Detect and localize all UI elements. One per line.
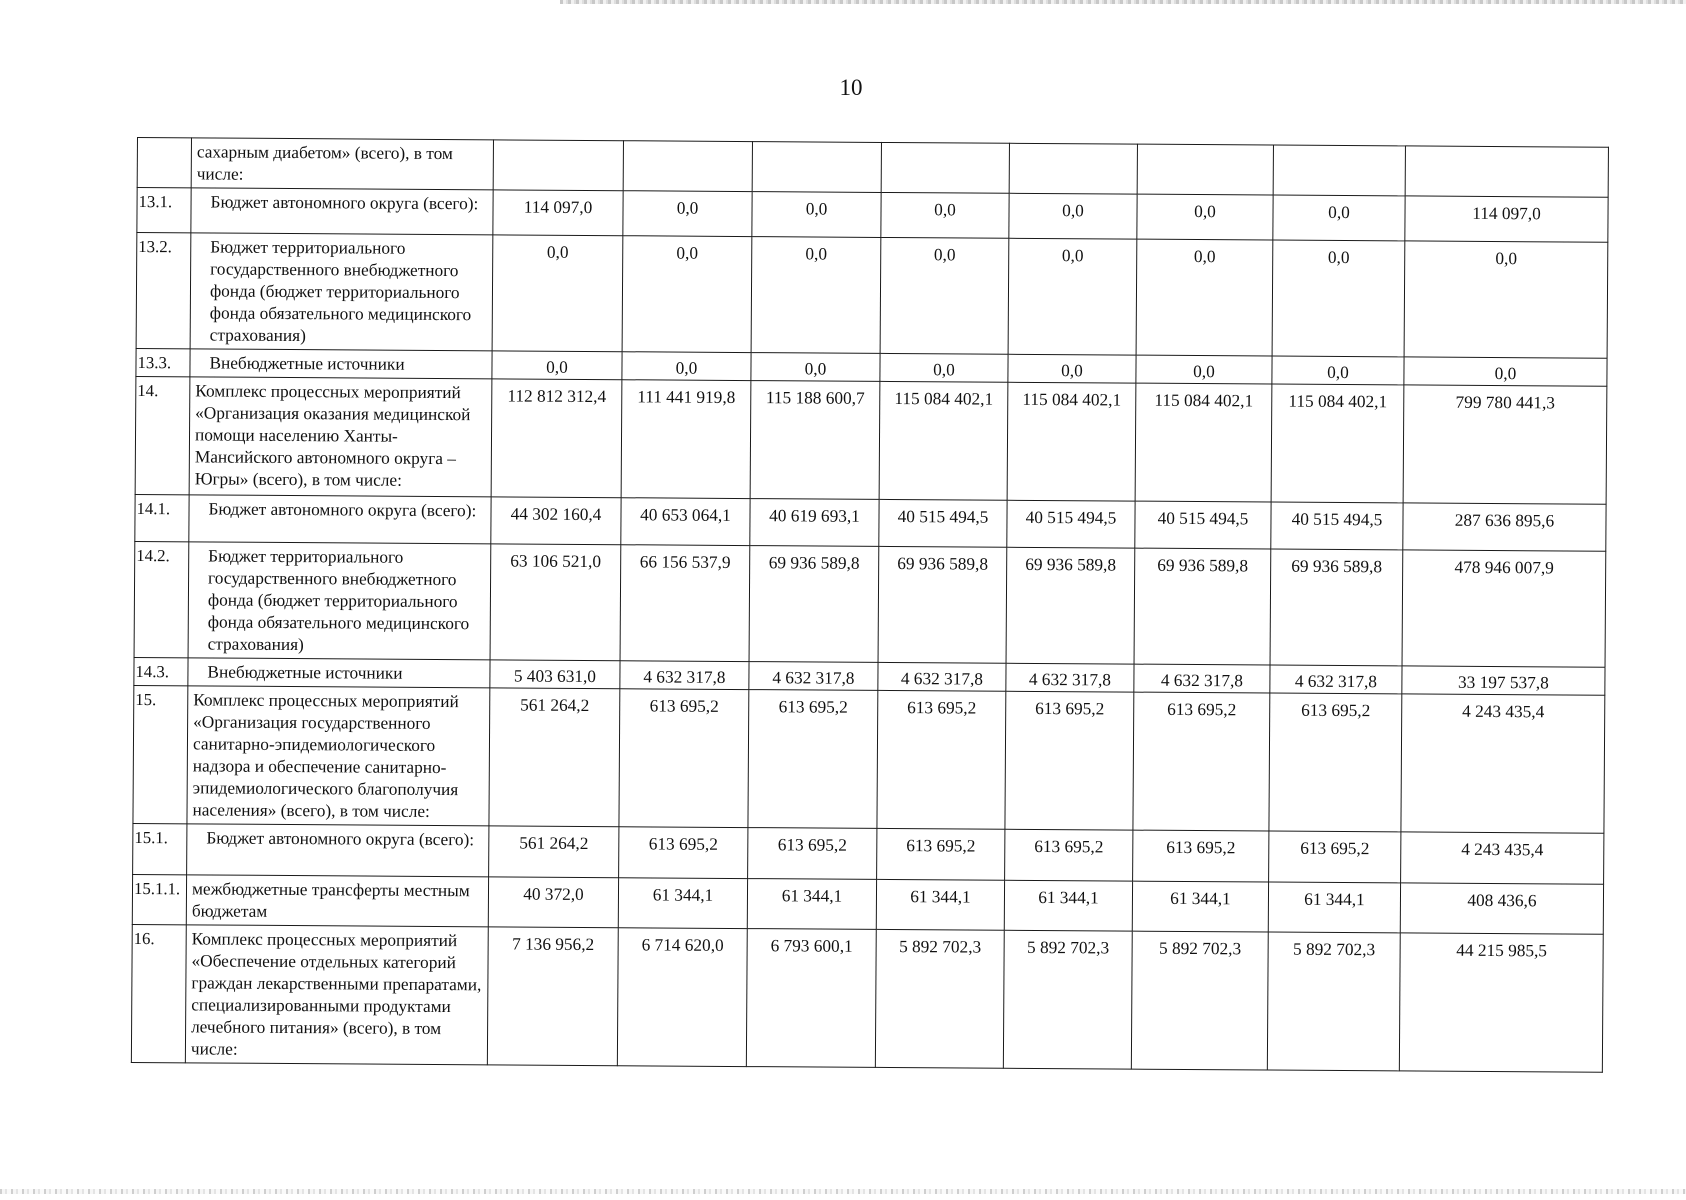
value-cell: 40 515 494,5 [1271, 502, 1403, 550]
value-cell: 613 695,2 [748, 828, 877, 880]
value-cell [623, 141, 752, 192]
value-cell: 61 344,1 [1004, 880, 1132, 931]
row-name: сахарным диабетом» (всего), в том числе: [191, 138, 493, 190]
value-cell: 61 344,1 [618, 878, 747, 929]
value-cell: 5 892 702,3 [1131, 931, 1268, 1070]
value-cell: 115 084 402,1 [1007, 382, 1136, 501]
row-name: межбюджетные трансферты местным бюджетам [186, 875, 488, 927]
value-cell: 7 136 956,2 [487, 927, 618, 1066]
budget-table-container [131, 137, 1608, 1073]
value-cell: 4 632 317,8 [620, 661, 749, 690]
value-cell [881, 142, 1009, 193]
value-cell: 0,0 [880, 237, 1009, 354]
value-cell: 69 936 589,8 [1134, 548, 1271, 665]
row-number: 15.1. [133, 823, 187, 874]
scan-edge-top [560, 0, 1686, 4]
value-cell: 40 515 494,5 [1007, 500, 1135, 548]
value-cell: 561 264,2 [489, 826, 619, 878]
value-cell: 61 344,1 [747, 879, 876, 930]
value-cell: 5 892 702,3 [1267, 932, 1400, 1071]
row-number [137, 138, 191, 188]
row-name: Комплекс процессных мероприятий «Организация государственного санитарно-эпидемиологического надзора и обеспечение санитарно-эпидемиологического благополучия населения» (всего), в том числе: [187, 686, 490, 826]
value-cell: 115 084 402,1 [1271, 384, 1404, 503]
value-cell: 69 936 589,8 [878, 546, 1007, 663]
value-cell: 66 156 537,9 [620, 545, 750, 662]
value-cell: 613 695,2 [748, 690, 878, 829]
value-cell: 4 632 317,8 [1270, 665, 1402, 694]
row-name-text: Бюджет автономного округа (всего): [210, 192, 479, 214]
table-row [135, 376, 1607, 504]
value-cell [1009, 143, 1137, 194]
total-cell: 114 097,0 [1405, 196, 1608, 242]
value-cell: 40 653 064,1 [621, 498, 750, 546]
value-cell: 613 695,2 [619, 689, 749, 828]
scan-edge-bottom [0, 1189, 1686, 1194]
total-cell: 408 436,6 [1400, 883, 1603, 934]
value-cell: 0,0 [752, 192, 881, 238]
value-cell [493, 140, 623, 191]
row-number: 16. [131, 924, 186, 1062]
value-cell: 613 695,2 [877, 828, 1005, 880]
value-cell: 0,0 [1008, 354, 1136, 383]
value-cell: 0,0 [1009, 193, 1137, 239]
value-cell [1137, 144, 1273, 195]
value-cell: 0,0 [622, 352, 751, 381]
table-row [133, 685, 1605, 833]
value-cell: 114 097,0 [493, 190, 623, 236]
total-cell: 287 636 895,6 [1403, 503, 1606, 551]
row-name [190, 349, 492, 379]
value-cell: 40 619 693,1 [750, 499, 879, 547]
row-number: 13.3. [136, 348, 190, 376]
row-number: 14.3. [134, 657, 188, 685]
value-cell: 69 936 589,8 [1270, 549, 1403, 666]
row-number: 14.2. [134, 541, 189, 657]
value-cell: 0,0 [622, 236, 752, 353]
value-cell [752, 142, 881, 193]
value-cell: 0,0 [1273, 195, 1405, 241]
total-cell: 4 243 435,4 [1401, 694, 1605, 833]
table-row [131, 924, 1603, 1072]
value-cell: 561 264,2 [489, 688, 620, 827]
value-cell: 4 632 317,8 [1006, 663, 1134, 692]
value-cell: 613 695,2 [1133, 692, 1270, 831]
budget-table [131, 137, 1609, 1073]
value-cell: 4 632 317,8 [878, 662, 1006, 691]
value-cell: 0,0 [880, 353, 1008, 382]
row-name-text: Внебюджетные источники [207, 662, 403, 683]
value-cell: 115 084 402,1 [1135, 383, 1272, 502]
value-cell: 613 695,2 [1133, 830, 1269, 882]
value-cell [1273, 145, 1405, 196]
total-cell: 44 215 985,5 [1399, 933, 1603, 1072]
value-cell: 63 106 521,0 [490, 544, 621, 661]
row-name [191, 188, 493, 235]
value-cell: 5 403 631,0 [490, 660, 620, 689]
value-cell: 5 892 702,3 [875, 929, 1004, 1068]
value-cell: 0,0 [751, 237, 881, 354]
row-number: 14.1. [135, 494, 189, 541]
value-cell: 6 714 620,0 [617, 928, 747, 1067]
table-row [136, 233, 1608, 359]
row-name [187, 824, 489, 877]
value-cell: 40 515 494,5 [879, 499, 1007, 547]
total-cell: 799 780 441,3 [1403, 385, 1607, 504]
value-cell: 613 695,2 [619, 827, 748, 879]
value-cell: 115 188 600,7 [750, 381, 880, 500]
value-cell: 61 344,1 [1132, 881, 1268, 932]
row-name-text: Внебюджетные источники [209, 353, 405, 374]
row-number: 15. [133, 685, 188, 823]
value-cell: 61 344,1 [1268, 882, 1400, 933]
value-cell: 0,0 [751, 353, 880, 382]
row-name: Комплекс процессных мероприятий «Организация оказания медицинской помощи населению Ханты-Мансийского автономного округа – Югры» (всего), в том числе: [189, 377, 492, 497]
value-cell: 613 695,2 [1269, 693, 1402, 832]
table-body [131, 138, 1608, 1073]
total-cell: 478 946 007,9 [1402, 550, 1606, 667]
value-cell: 115 084 402,1 [879, 381, 1008, 500]
value-cell: 0,0 [1008, 238, 1137, 355]
row-name [188, 658, 490, 688]
row-name: Комплекс процессных мероприятий «Обеспечение отдельных категорий граждан лекарственными препаратами, специализированными продуктами лечебного питания» (всего), в том числе: [185, 925, 488, 1065]
total-cell: 33 197 537,8 [1402, 666, 1605, 695]
row-name-text: Бюджет территориального государственного внебюджетного фонда (бюджет территориального фонда обязательного медицинского страхования) [207, 546, 470, 655]
total-cell: 0,0 [1404, 357, 1607, 386]
value-cell: 40 372,0 [488, 877, 618, 928]
row-number: 13.1. [137, 188, 191, 233]
value-cell: 613 695,2 [1269, 831, 1401, 883]
total-cell [1405, 146, 1608, 197]
row-name-text: Бюджет автономного округа (всего): [206, 828, 475, 850]
row-number: 13.2. [136, 233, 191, 349]
page-number: 10 [839, 75, 863, 100]
row-number: 14. [135, 376, 190, 494]
value-cell: 0,0 [1136, 239, 1273, 356]
row-name [189, 495, 491, 544]
value-cell: 4 632 317,8 [749, 662, 878, 691]
row-number: 15.1.1. [132, 874, 186, 924]
value-cell: 44 302 160,4 [491, 497, 621, 545]
value-cell: 0,0 [492, 235, 623, 352]
value-cell: 4 632 317,8 [1134, 664, 1270, 693]
table-row [134, 541, 1606, 667]
value-cell: 0,0 [1136, 355, 1272, 384]
value-cell: 613 695,2 [1005, 691, 1134, 830]
value-cell: 0,0 [1272, 356, 1404, 385]
value-cell: 69 936 589,8 [1006, 547, 1135, 664]
value-cell: 61 344,1 [876, 879, 1004, 930]
value-cell: 69 936 589,8 [749, 546, 879, 663]
row-name-text: Бюджет территориального государственного внебюджетного фонда (бюджет территориального фонда обязательного медицинского страхования) [209, 237, 472, 346]
row-name-text: Бюджет автономного округа (всего): [208, 499, 477, 521]
value-cell: 0,0 [623, 191, 752, 237]
value-cell: 112 812 312,4 [491, 379, 622, 498]
value-cell: 111 441 919,8 [621, 380, 751, 499]
value-cell: 6 793 600,1 [746, 929, 876, 1068]
value-cell: 613 695,2 [1005, 829, 1133, 881]
row-name [188, 542, 491, 660]
total-cell: 4 243 435,4 [1401, 832, 1604, 884]
value-cell: 0,0 [1137, 194, 1273, 240]
value-cell: 0,0 [881, 192, 1009, 238]
value-cell: 0,0 [492, 351, 622, 380]
value-cell: 613 695,2 [877, 690, 1006, 829]
value-cell: 0,0 [1272, 240, 1405, 357]
value-cell: 40 515 494,5 [1135, 501, 1271, 549]
total-cell: 0,0 [1404, 241, 1608, 358]
value-cell: 5 892 702,3 [1003, 930, 1132, 1069]
row-name [190, 233, 493, 351]
